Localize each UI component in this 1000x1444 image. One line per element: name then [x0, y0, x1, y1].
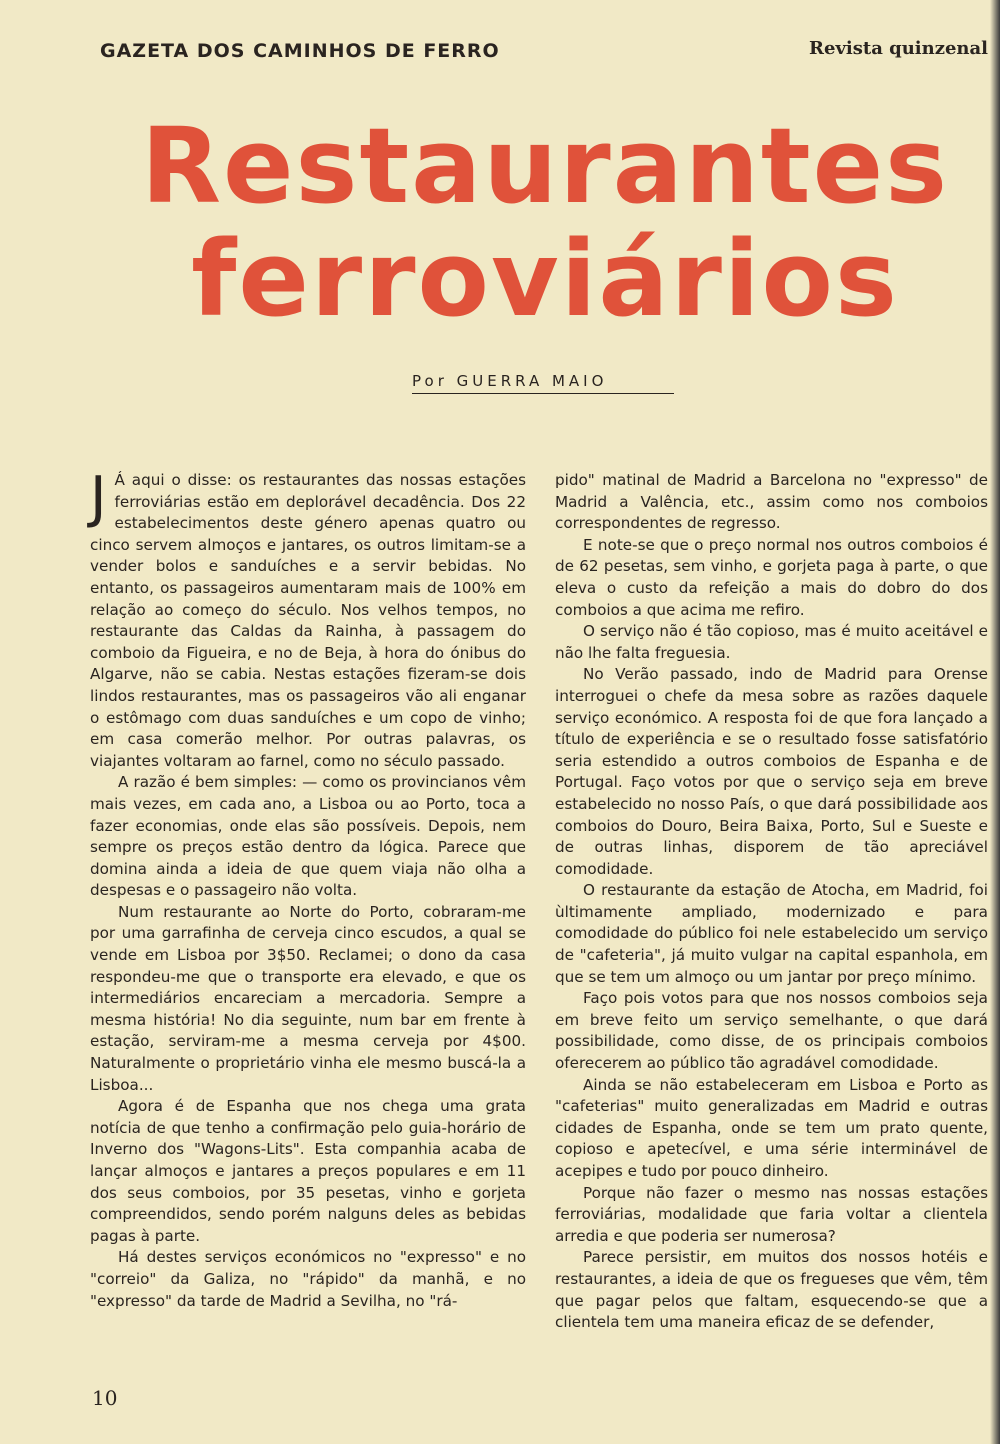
paragraph: O restaurante da estação de Atocha, em Madrid, foi ùltimamente ampliado, modernizado e para comodidade do público foi nele estabelecido um serviço de "cafeteria", já muito vulgar na capital espanhola, em que se tem um almoço ou um jantar por preço mínimo.	[555, 881, 988, 986]
paragraph: Porque não fazer o mesmo nas nossas estações ferroviárias, modalidade que faria voltar a clientela arredia e que poderia ser numerosa?	[555, 1183, 988, 1245]
article-byline: Por GUERRA MAIO	[412, 372, 674, 394]
right-column	[555, 470, 988, 1334]
paragraph: No Verão passado, indo de Madrid para Orense interroguei o chefe da mesa sobre as razões daquele serviço económico. A resposta foi de que fora lançado a título de experiência e se o resultado fosse satisfatório seria estendido a outros comboios de Espanha e de Portugal. Faço votos por que o serviço seja em breve estabelecido no nosso País, o que dará possibilidade aos comboios do Douro, Beira Baixa, Porto, Sul e Sueste e de outras linhas, disporem de tão apreciável comodidade.	[555, 665, 988, 878]
article-title-line1: Restaurantes	[140, 105, 950, 227]
page-edge-shadow	[990, 0, 1000, 1444]
paragraph: E note-se que o preço normal nos outros comboios é de 62 pesetas, sem vinho, e gorjeta paga à parte, o que eleva o custo da refeição a mais do dobro do dos comboios a que acima me refiro.	[555, 535, 988, 619]
publication-name: GAZETA DOS CAMINHOS DE FERRO	[100, 40, 500, 62]
paragraph: Parece persistir, em muitos dos nossos hotéis e restaurantes, a ideia de que os fregueses que vêm, têm que pagar pelos que faltam, esquecendo-se que a clientela tem uma maneira eficaz de se defender,	[555, 1248, 988, 1332]
paragraph: Faço pois votos para que nos nossos comboios seja em breve feito um serviço semelhante, o que dará possibilidade, como disse, de os principais comboios oferecerem ao público tão agradável comodidade.	[555, 989, 988, 1073]
paragraph: Há destes serviços económicos no "expresso" e no "correio" da Galiza, no "rápido" da manhã, e no "expresso" da tarde de Madrid a Sevilha, no "rá-	[90, 1248, 526, 1310]
paragraph: O serviço não é tão copioso, mas é muito aceitável e não lhe falta freguesia.	[555, 622, 988, 662]
drop-cap: J	[90, 465, 107, 530]
paragraph: Num restaurante ao Norte do Porto, cobraram-me por uma garrafinha de cerveja cinco escudos, a qual se vende em Lisboa por 3$50. Reclamei; o dono da casa respondeu-me que o transporte era elevado, e que os intermediários encareciam a mercadoria. Sempre a mesma história! No dia seguinte, num bar em frente à estação, serviram-me a mesma cerveja por 4$00. Naturalmente o proprietário vinha ele mesmo buscá-la a Lisboa...	[90, 902, 526, 1094]
paragraph: Ainda se não estabeleceram em Lisboa e Porto as "cafeterias" muito generalizadas em Madrid e outras cidades de Espanha, onde se tem um prato quente, copioso e apetecível, e uma série interminável de acepipes e tudo por pouco dinheiro.	[555, 1075, 988, 1180]
paragraph: A razão é bem simples: — como os provincianos vêm mais vezes, em cada ano, a Lisboa ou ao Porto, toca a fazer economias, onde elas são possíveis. Depois, nem sempre os preços estão dentro da lógica. Parece que domina ainda a ideia de que quem viaja não olha a despesas e o passageiro não volta.	[90, 773, 526, 900]
left-column	[90, 465, 526, 1312]
article-title-line2: ferroviários	[191, 218, 899, 340]
paragraph: J Á aqui o disse: os restaurantes das nossas estações ferroviárias estão em deplorável decadência. Dos 22 estabelecimentos deste género apenas quatro ou cinco servem almoços e jantares, os outros limitam-se a vender bolos e sanduíches e a servir bebidas. No entanto, os passageiros aumentaram mais de 100% em relação ao começo do século. Nos velhos tempos, no restaurante das Caldas da Rainha, à passagem do comboio da Figueira, e no de Beja, à hora do ónibus do Algarve, não se cabia. Nestas estações fizeram-se dois lindos restaurantes, mas os passageiros vão ali enganar o estômago com duas sanduíches e um copo de vinho; em casa comerão melhor. Por outras palavras, os viajantes voltaram ao farnel, como no século passado.	[90, 465, 526, 770]
paragraph: pido" matinal de Madrid a Barcelona no "expresso" de Madrid a Valência, etc., assim como nos comboios correspondentes de regresso.	[555, 471, 988, 533]
page-number: 10	[92, 1386, 118, 1410]
publication-subtitle: Revista quinzenal	[809, 38, 988, 59]
paragraph: Agora é de Espanha que nos chega uma grata notícia de que tenho a confirmação pelo guia-horário de Inverno dos "Wagons-Lits". Esta companhia acaba de lançar almoços e jantares a preços populares e em 11 dos seus comboios, por 35 pesetas, vinho e gorjeta compreendidos, sendo porém nalguns deles as bebidas pagas à parte.	[90, 1097, 526, 1245]
